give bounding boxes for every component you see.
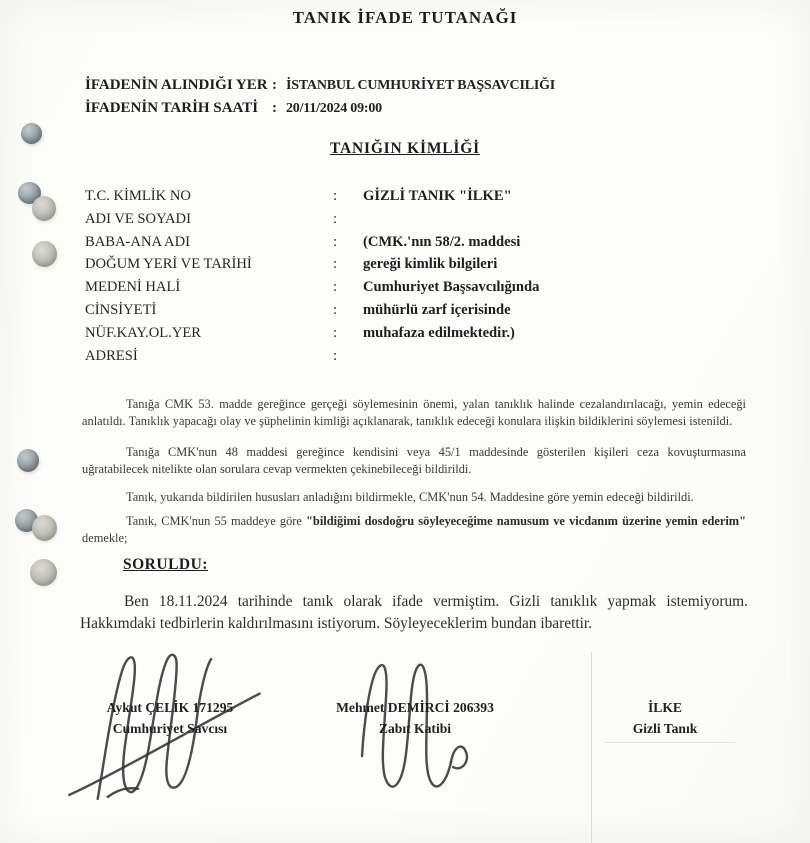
field-colon: : [333, 279, 338, 296]
signatory-name: Mehmet DEMİRCİ 206393 [336, 700, 494, 715]
soruldu-heading: SORULDU: [123, 556, 208, 573]
field-value: gereği kimlik bilgileri [363, 256, 498, 273]
field-colon: : [333, 347, 338, 364]
field-label: T.C. KİMLİK NO [85, 188, 191, 204]
signature-block-witness [585, 697, 745, 739]
paragraph-cmk-54: Tanık, yukarıda bildirilen hususları anladığını bildirmekle, CMK'nun 54. Maddesine göre yemin edeceği bildirildi. [126, 490, 694, 504]
field-label: ADI VE SOYADI [85, 210, 191, 227]
scan-line-horizontal [605, 742, 735, 743]
identity-row-cinsiyeti [85, 299, 725, 322]
scan-line-vertical [591, 652, 592, 843]
field-value: muhafaza edilmektedir.) [363, 324, 515, 341]
field-value [363, 208, 725, 231]
identity-section-heading: TANIĞIN KİMLİĞİ [330, 140, 480, 157]
oath-quote: "bildiğimi dosdoğru söyleyeceğime namusum ve vicdanım üzerine yemin ederim" [306, 514, 746, 528]
field-label: CİNSİYETİ [85, 301, 157, 318]
meta-value: İSTANBUL CUMHURİYET BAŞSAVCILIĞI [286, 78, 556, 93]
smudge-blob [17, 449, 39, 472]
field-value: mühürlü zarf içerisinde [363, 301, 511, 318]
field-value: GİZLİ TANIK "İLKE" [363, 188, 512, 204]
oath-post: demekle; [82, 530, 128, 545]
smudge-blob [32, 241, 57, 267]
meta-block [85, 74, 555, 120]
signature-block-prosecutor [60, 697, 280, 739]
page-title: TANIK İFADE TUTANAĞI [292, 8, 518, 27]
meta-colon: : [272, 77, 277, 93]
field-colon: : [333, 256, 338, 273]
meta-colon: : [272, 100, 277, 116]
smudge-blob [32, 196, 56, 221]
meta-label: İFADENİN TARİH SAATİ [85, 100, 259, 116]
field-value [363, 345, 725, 368]
field-colon: : [333, 324, 338, 341]
field-label: DOĞUM YERİ VE TARİHİ [85, 256, 252, 273]
field-value: (CMK.'nın 58/2. maddesi [363, 233, 521, 250]
meta-label: İFADENİN ALINDIĞI YER [85, 77, 268, 93]
signature-block-clerk [310, 697, 520, 739]
paragraph-cmk-53: Tanığa CMK 53. madde gereğince gerçeği söylemesinin önemi, yalan tanıklık halinde cezalandırılacağı, yemin edeceği anlatıldı. Tanıklık yapacağı olay ve şüphelinin kimliği açıklanarak, tanıklık edeceği konulara ilişkin bildiklerini söylemesi istenildi. [82, 397, 746, 428]
identity-fields [85, 185, 725, 367]
statement-text: Ben 18.11.2024 tarihinde tanık olarak ifade vermiştim. Gizli tanıklık yapmak istemiyorum. Hakkımdaki tedbirlerin kaldırılmasını istiyorum. Söyleyeceklerim bundan ibarettir. [80, 593, 748, 632]
field-label: ADRESİ [85, 347, 138, 364]
field-label: MEDENİ HALİ [85, 279, 181, 296]
identity-row-adresi [85, 345, 725, 368]
signatory-name: Aykut ÇELİK 171295 [106, 700, 234, 715]
oath-pre: Tanık, CMK'nun 55 maddeye göre [126, 514, 307, 528]
identity-row-adi-soyadi [85, 208, 725, 231]
smudge-blob [32, 515, 57, 541]
field-colon: : [333, 233, 338, 250]
signatory-name: İLKE [648, 700, 682, 715]
field-colon: : [333, 188, 338, 204]
paragraph-cmk-48: Tanığa CMK'nun 48 maddesi gereğince kendisini veya 45/1 maddesinde gösterilen kişileri ceza kovuşturmasına uğratabilecek nitelikte olan sorulara cevap vermekten çekinebileceği bildirildi. [82, 445, 746, 476]
identity-row-baba-ana [85, 231, 725, 254]
identity-row-nuf-kay [85, 322, 725, 345]
meta-value: 20/11/2024 09:00 [286, 101, 382, 116]
identity-row-tc-kimlik [85, 185, 725, 208]
signatory-title: Zabıt Katibi [378, 721, 452, 736]
field-label: NÜF.KAY.OL.YER [85, 324, 202, 341]
field-value: Cumhuriyet Başsavcılığında [363, 279, 540, 296]
field-colon: : [333, 301, 338, 318]
field-label: BABA-ANA ADI [85, 233, 190, 250]
identity-row-medeni-hali [85, 276, 725, 299]
signatory-title: Cumhuriyet Savcısı [112, 721, 228, 736]
meta-row-place [85, 74, 555, 97]
identity-row-dogum [85, 253, 725, 276]
meta-row-datetime [85, 97, 555, 120]
smudge-blob [30, 559, 57, 586]
legal-paragraphs [82, 396, 746, 556]
paragraph-cmk-55-oath [82, 513, 746, 546]
field-colon: : [333, 210, 338, 227]
signatory-title: Gizli Tanık [632, 721, 698, 736]
